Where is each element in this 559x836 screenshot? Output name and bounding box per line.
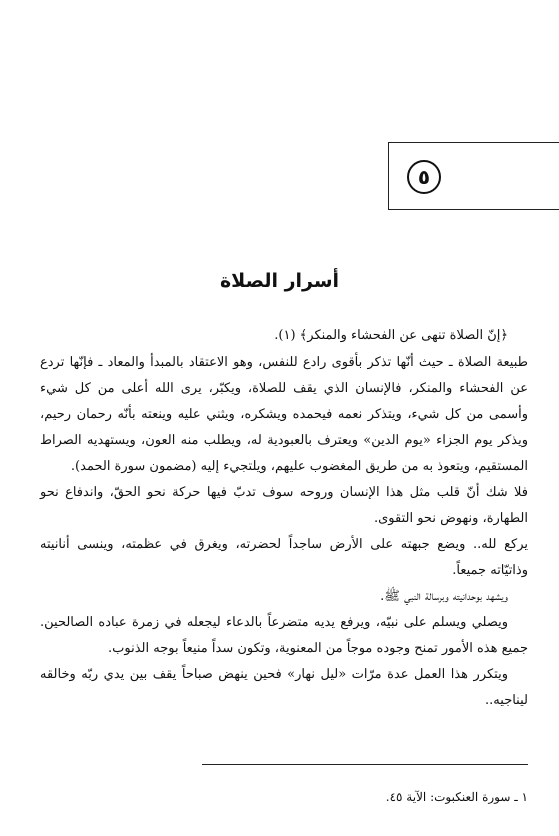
paragraph: طبيعة الصلاة ـ حيث أنّها تذكر بأقوى رادع للنفس، وهو الاعتقاد بالمبدأ والمعاد ـ فإنّها تردع عن الفحشاء والمنكر، فالإنسان الذي يقف للصلاة، ويكبّر، يرى الله أعلى من كل شيء وأسمى من كل شيء، ويتذكر نعمه فيحمده ويشكره، ويثني عليه وينعته بأنّه رحمان رحيم، ويذكر يوم الجزاء «يوم الدين» ويعترف بالعبودية له، ويطلب منه العون، ويستهديه الصراط المستقيم، ويتعوذ به من طريق المغضوب عليهم، ويلتجيء إليه (مضمون سورة الحمد). bbox=[40, 355, 528, 474]
chapter-number: ٥ bbox=[407, 160, 441, 194]
chapter-title: أسرار الصلاة bbox=[219, 270, 340, 292]
paragraph: يركع لله.. ويضع جبهته على الأرض ساجداً لحضرته، ويغرق في عظمته، وينسى أنانيته وذاتيّاته جميعاً. bbox=[40, 537, 528, 578]
footnote: ١ ـ سورة العنكبوت: الآية ٤٥. bbox=[385, 790, 528, 804]
paragraph: فلا شك أنّ قلب مثل هذا الإنسان وروحه سوف تدبّ فيها حركة نحو الحقّ، واندفاع نحو الطهارة، ونهوض نحو التقوى. bbox=[40, 485, 528, 526]
verse-text: ﴿إنّ الصلاة تنهى عن الفحشاء والمنكر﴾ (١). bbox=[274, 328, 508, 343]
footnote-rule bbox=[202, 764, 528, 765]
paragraph: ويصلي ويسلم على نبيّه، ويرفع يديه متضرعاً بالدعاء ليجعله في زمرة عباده الصالحين. جميع هذه الأمور تمنح وجوده موجاً من المعنوية، وتكون سداً منيعاً بوجه الذنوب. bbox=[40, 615, 528, 656]
paragraph: ويتكرر هذا العمل عدة مرّات «ليل نهار» فحين ينهض صباحاً يقف بين يدي ربّه وخالقه ليناجيه.. bbox=[40, 667, 528, 708]
paragraph: ويشهد بوحدانيته وبرسالة النبي ﷺ. bbox=[380, 589, 508, 604]
verse-line bbox=[40, 323, 528, 349]
body-text bbox=[40, 350, 528, 714]
